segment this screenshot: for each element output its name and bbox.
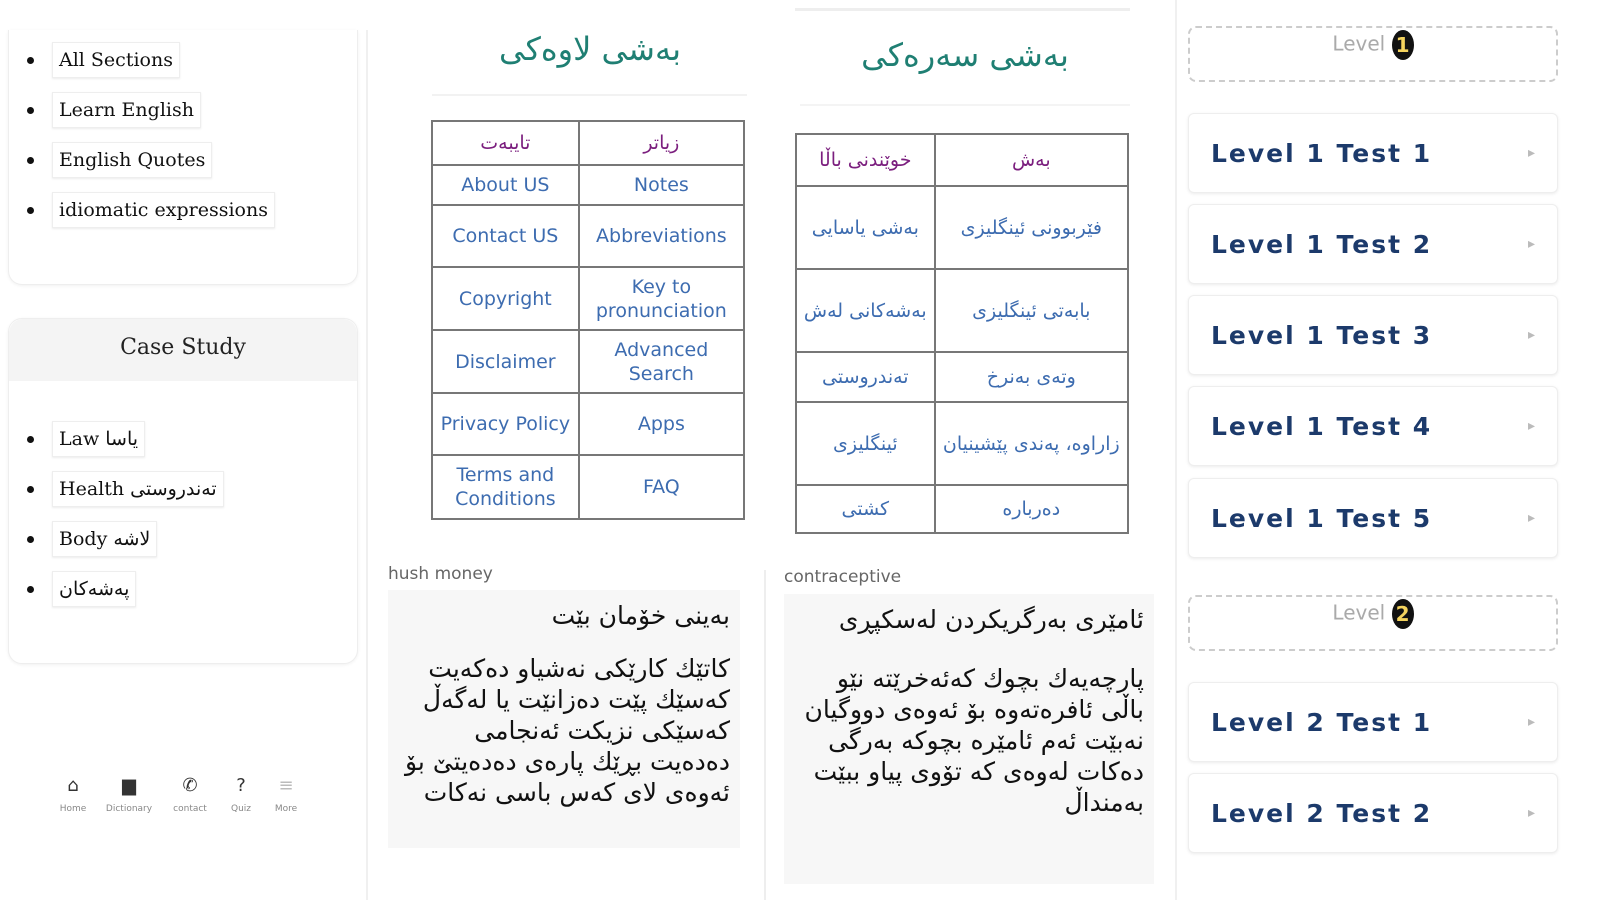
case-item-body[interactable] bbox=[9, 521, 357, 557]
chevron-right-icon: ▸ bbox=[1527, 805, 1535, 821]
sidebar-item-all-sections[interactable] bbox=[9, 42, 357, 78]
link-english[interactable]: ئینگلیزی bbox=[796, 402, 935, 485]
chevron-right-icon: ▸ bbox=[1527, 714, 1535, 730]
test-item[interactable] bbox=[1188, 386, 1558, 466]
question-icon: ? bbox=[236, 775, 246, 796]
divider bbox=[432, 94, 747, 96]
link-advanced-search[interactable]: Advanced Search bbox=[579, 330, 744, 393]
link-general[interactable]: کشتی bbox=[796, 485, 935, 533]
divider bbox=[795, 8, 1130, 11]
test-item[interactable] bbox=[1188, 204, 1558, 284]
link-body[interactable]: بەشەکانی لەش bbox=[796, 269, 935, 352]
link-law[interactable]: بەشی یاسایی bbox=[796, 186, 935, 269]
case-item-label[interactable]: Health تەندروستی bbox=[52, 471, 224, 507]
menu-icon: ≡ bbox=[278, 775, 294, 796]
case-item-label[interactable]: Body لاشە bbox=[52, 521, 157, 557]
column-divider bbox=[1175, 0, 1177, 900]
chevron-right-icon: ▸ bbox=[1527, 327, 1535, 343]
bullet bbox=[27, 436, 34, 443]
link-learn-english[interactable]: فێربوونی ئینگلیزی bbox=[935, 186, 1128, 269]
sections-card bbox=[8, 30, 358, 285]
case-study-card bbox=[8, 318, 358, 664]
link-abbreviations[interactable]: Abbreviations bbox=[579, 205, 744, 267]
link-copyright[interactable]: Copyright bbox=[432, 267, 579, 330]
main-section-title: بەشی سەرەکی bbox=[861, 36, 1069, 74]
case-item-health[interactable] bbox=[9, 471, 357, 507]
link-quotes[interactable]: وتەی بەنرخ bbox=[935, 352, 1128, 402]
nav-home[interactable] bbox=[48, 775, 98, 814]
sidebar-item-english-quotes[interactable] bbox=[9, 142, 357, 178]
chevron-right-icon: ▸ bbox=[1527, 145, 1535, 161]
column-divider bbox=[366, 30, 368, 900]
sidebar-item-idioms[interactable] bbox=[9, 192, 357, 228]
case-item-law[interactable] bbox=[9, 421, 357, 457]
test-label: Level 1 Test 1 bbox=[1211, 138, 1433, 168]
link-apps[interactable]: Apps bbox=[579, 393, 744, 455]
main-links-table bbox=[795, 133, 1129, 534]
nav-label: contact bbox=[173, 804, 207, 814]
word-translation: ئامێری بەرگریکردن لەسکپڕی bbox=[838, 605, 1144, 634]
link-about[interactable]: دەربارە bbox=[935, 485, 1128, 533]
nav-label: Quiz bbox=[230, 804, 251, 814]
test-item[interactable] bbox=[1188, 113, 1558, 193]
test-item[interactable] bbox=[1188, 773, 1558, 853]
table-header: تایبەت bbox=[432, 121, 579, 165]
test-label: Level 2 Test 1 bbox=[1211, 707, 1433, 737]
column-divider bbox=[764, 570, 766, 900]
chevron-right-icon: ▸ bbox=[1527, 510, 1535, 526]
link-privacy[interactable]: Privacy Policy bbox=[432, 393, 579, 455]
link-english-topics[interactable]: بابەتی ئینگلیزی bbox=[935, 269, 1128, 352]
test-item[interactable] bbox=[1188, 295, 1558, 375]
chevron-right-icon: ▸ bbox=[1527, 418, 1535, 434]
link-disclaimer[interactable]: Disclaimer bbox=[432, 330, 579, 393]
nav-label: Home bbox=[59, 804, 87, 814]
word-term: contraceptive bbox=[784, 567, 902, 587]
level-2-header bbox=[1188, 595, 1558, 651]
table-header: بەش bbox=[935, 134, 1128, 186]
test-label: Level 1 Test 5 bbox=[1211, 503, 1433, 533]
bullet bbox=[27, 536, 34, 543]
test-label: Level 2 Test 2 bbox=[1211, 798, 1433, 828]
link-notes[interactable]: Notes bbox=[579, 165, 744, 205]
link-terms[interactable]: Terms and Conditions bbox=[432, 455, 579, 519]
test-label: Level 1 Test 2 bbox=[1211, 229, 1433, 259]
case-item-sections[interactable] bbox=[9, 571, 357, 607]
nav-quiz[interactable] bbox=[216, 775, 266, 814]
home-icon: ⌂ bbox=[67, 775, 79, 796]
divider bbox=[800, 104, 1130, 106]
case-item-label[interactable]: Law یاسا bbox=[52, 421, 145, 457]
bullet bbox=[27, 157, 34, 164]
level-label: Level bbox=[1332, 31, 1386, 56]
test-label: Level 1 Test 3 bbox=[1211, 320, 1433, 350]
sidebar-item-label[interactable]: idiomatic expressions bbox=[52, 192, 275, 228]
sidebar-item-label[interactable]: English Quotes bbox=[52, 142, 212, 178]
nav-label: More bbox=[274, 804, 298, 814]
case-study-title: Case Study bbox=[9, 319, 357, 381]
bullet bbox=[27, 107, 34, 114]
level-label: Level bbox=[1332, 600, 1386, 625]
word-card[interactable] bbox=[388, 590, 740, 848]
bullet bbox=[27, 586, 34, 593]
level-1-header bbox=[1188, 26, 1558, 82]
level-number-badge: 1 bbox=[1392, 30, 1414, 60]
nav-more[interactable] bbox=[261, 775, 311, 814]
bullet bbox=[27, 486, 34, 493]
chevron-right-icon: ▸ bbox=[1527, 236, 1535, 252]
sidebar-item-label[interactable]: Learn English bbox=[52, 92, 201, 128]
link-about-us[interactable]: About US bbox=[432, 165, 579, 205]
bullet bbox=[27, 57, 34, 64]
word-card[interactable] bbox=[784, 594, 1154, 884]
folder-icon: ▆ bbox=[122, 775, 136, 796]
link-pronunciation[interactable]: Key to pronunciation bbox=[579, 267, 744, 330]
word-term: hush money bbox=[388, 564, 493, 584]
link-idioms[interactable]: زاراوە، پەندی پێشینیان bbox=[935, 402, 1128, 485]
nav-contact[interactable] bbox=[165, 775, 215, 814]
test-label: Level 1 Test 4 bbox=[1211, 411, 1433, 441]
nav-dictionary[interactable] bbox=[104, 775, 154, 814]
link-health[interactable]: تەندروستی bbox=[796, 352, 935, 402]
word-definition: پارچەیەك بچوك کەئەخرێتە نێو باڵی ئافرەتەوە بۆ ئەوەی دووگیان نەبێت ئەم ئامێرە بچوکە بەرگی دەکات لەوەی کە تۆوی پیاو ببێت بەمنداڵ bbox=[804, 664, 1144, 817]
sidebar-item-label[interactable]: All Sections bbox=[52, 42, 180, 78]
nav-label: Dictionary bbox=[105, 804, 153, 814]
link-contact-us[interactable]: Contact US bbox=[432, 205, 579, 267]
sidebar-item-learn-english[interactable] bbox=[9, 92, 357, 128]
bullet bbox=[27, 207, 34, 214]
word-translation: بەینی خۆمان بێت bbox=[551, 601, 730, 630]
secondary-links-table bbox=[431, 120, 745, 520]
link-faq[interactable]: FAQ bbox=[579, 455, 744, 519]
table-header: خوێندنی باڵا bbox=[796, 134, 935, 186]
test-item[interactable] bbox=[1188, 682, 1558, 762]
level-number-badge: 2 bbox=[1392, 599, 1414, 629]
secondary-section-title: بەشی لاوەکی bbox=[498, 30, 682, 68]
table-header: زیاتر bbox=[579, 121, 744, 165]
test-item[interactable] bbox=[1188, 478, 1558, 558]
phone-icon: ✆ bbox=[182, 775, 198, 796]
word-definition: کاتێك کارێکی نەشیاو دەکەیت کەسێك پێت دەزانێت یا لەگەڵ کەسێکی نزیکت ئەنجامی دەدەیت بڕێك پارەی دەدەیتێ بۆ ئەوەی لای کەس باسی نەکات bbox=[405, 654, 730, 807]
case-item-label[interactable]: پەشەکان bbox=[52, 571, 136, 607]
